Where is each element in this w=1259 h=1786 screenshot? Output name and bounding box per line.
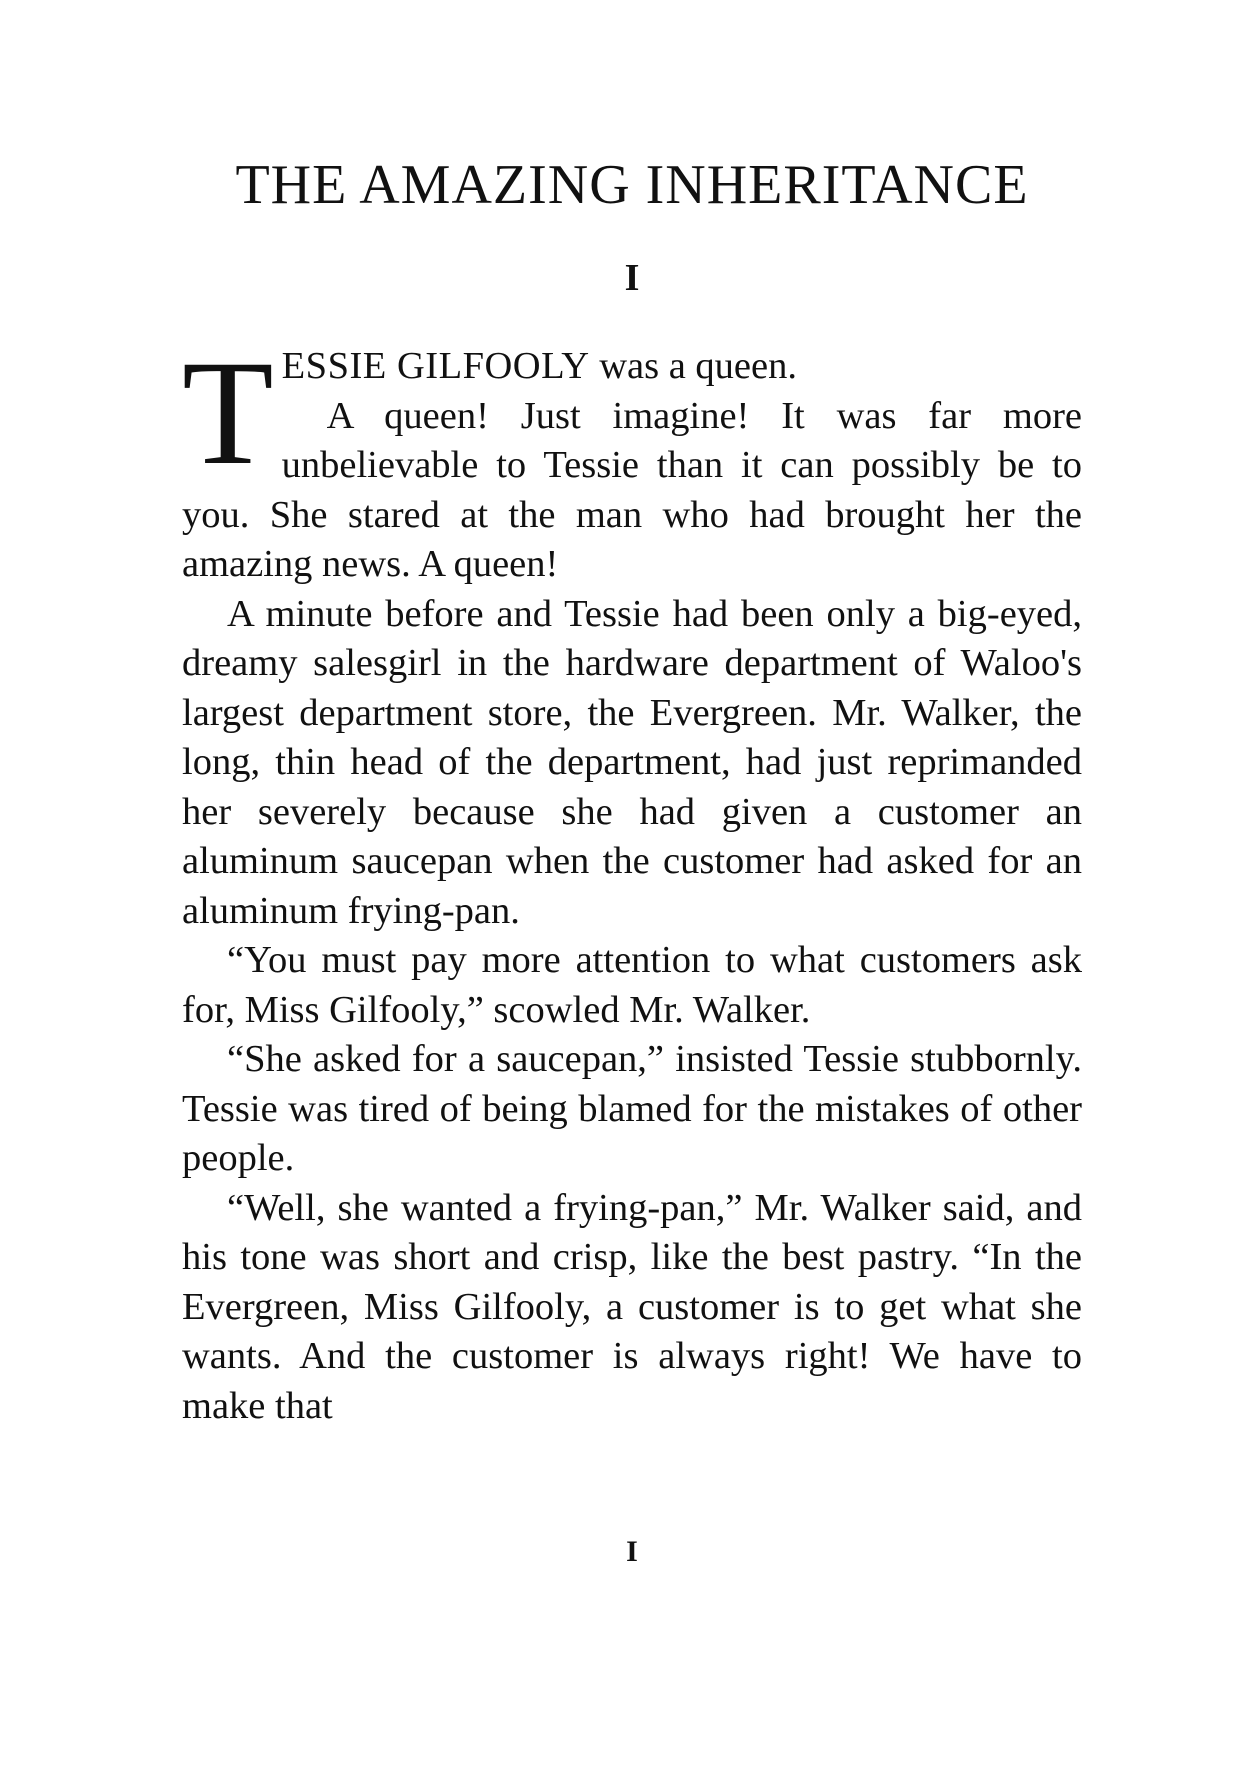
book-page xyxy=(182,150,1082,1568)
paragraph: “Well, she wanted a frying-pan,” Mr. Walker said, and his tone was short and crisp, like the best pastry. “In the Evergreen, Miss Gilfooly, a customer is to get what she wants. And the customer is always right! We have to make that xyxy=(182,1186,1082,1427)
opening-rest: was a queen. xyxy=(589,345,797,387)
paragraph: A queen! Just imagine! It was far more unbelievable to Tessie than it can possibly be to you. She stared at the man who had brought her the amazing news. A queen! xyxy=(182,394,1082,585)
chapter-number: I xyxy=(624,257,640,299)
book-title: THE AMAZING INHERITANCE xyxy=(235,154,1029,216)
paragraph: “You must pay more attention to what customers ask for, Miss Gilfooly,” scowled Mr. Walker. xyxy=(182,939,1082,1031)
drop-cap: T xyxy=(182,330,274,496)
paragraph: A minute before and Tessie had been only a big-eyed, dreamy salesgirl in the hardware department of Waloo's largest department store, the Evergreen. Mr. Walker, the long, thin head of the department, had just reprimanded her severely because she had given a customer an aluminum saucepan when the customer had asked for an aluminum frying-pan. xyxy=(182,592,1082,932)
body-text xyxy=(182,330,1082,1431)
paragraph: “She asked for a saucepan,” insisted Tessie stubbornly. Tessie was tired of being blamed for the mistakes of other people. xyxy=(182,1038,1082,1179)
page-number: I xyxy=(626,1535,638,1568)
opening-caps: ESSIE GILFOOLY xyxy=(281,345,590,387)
